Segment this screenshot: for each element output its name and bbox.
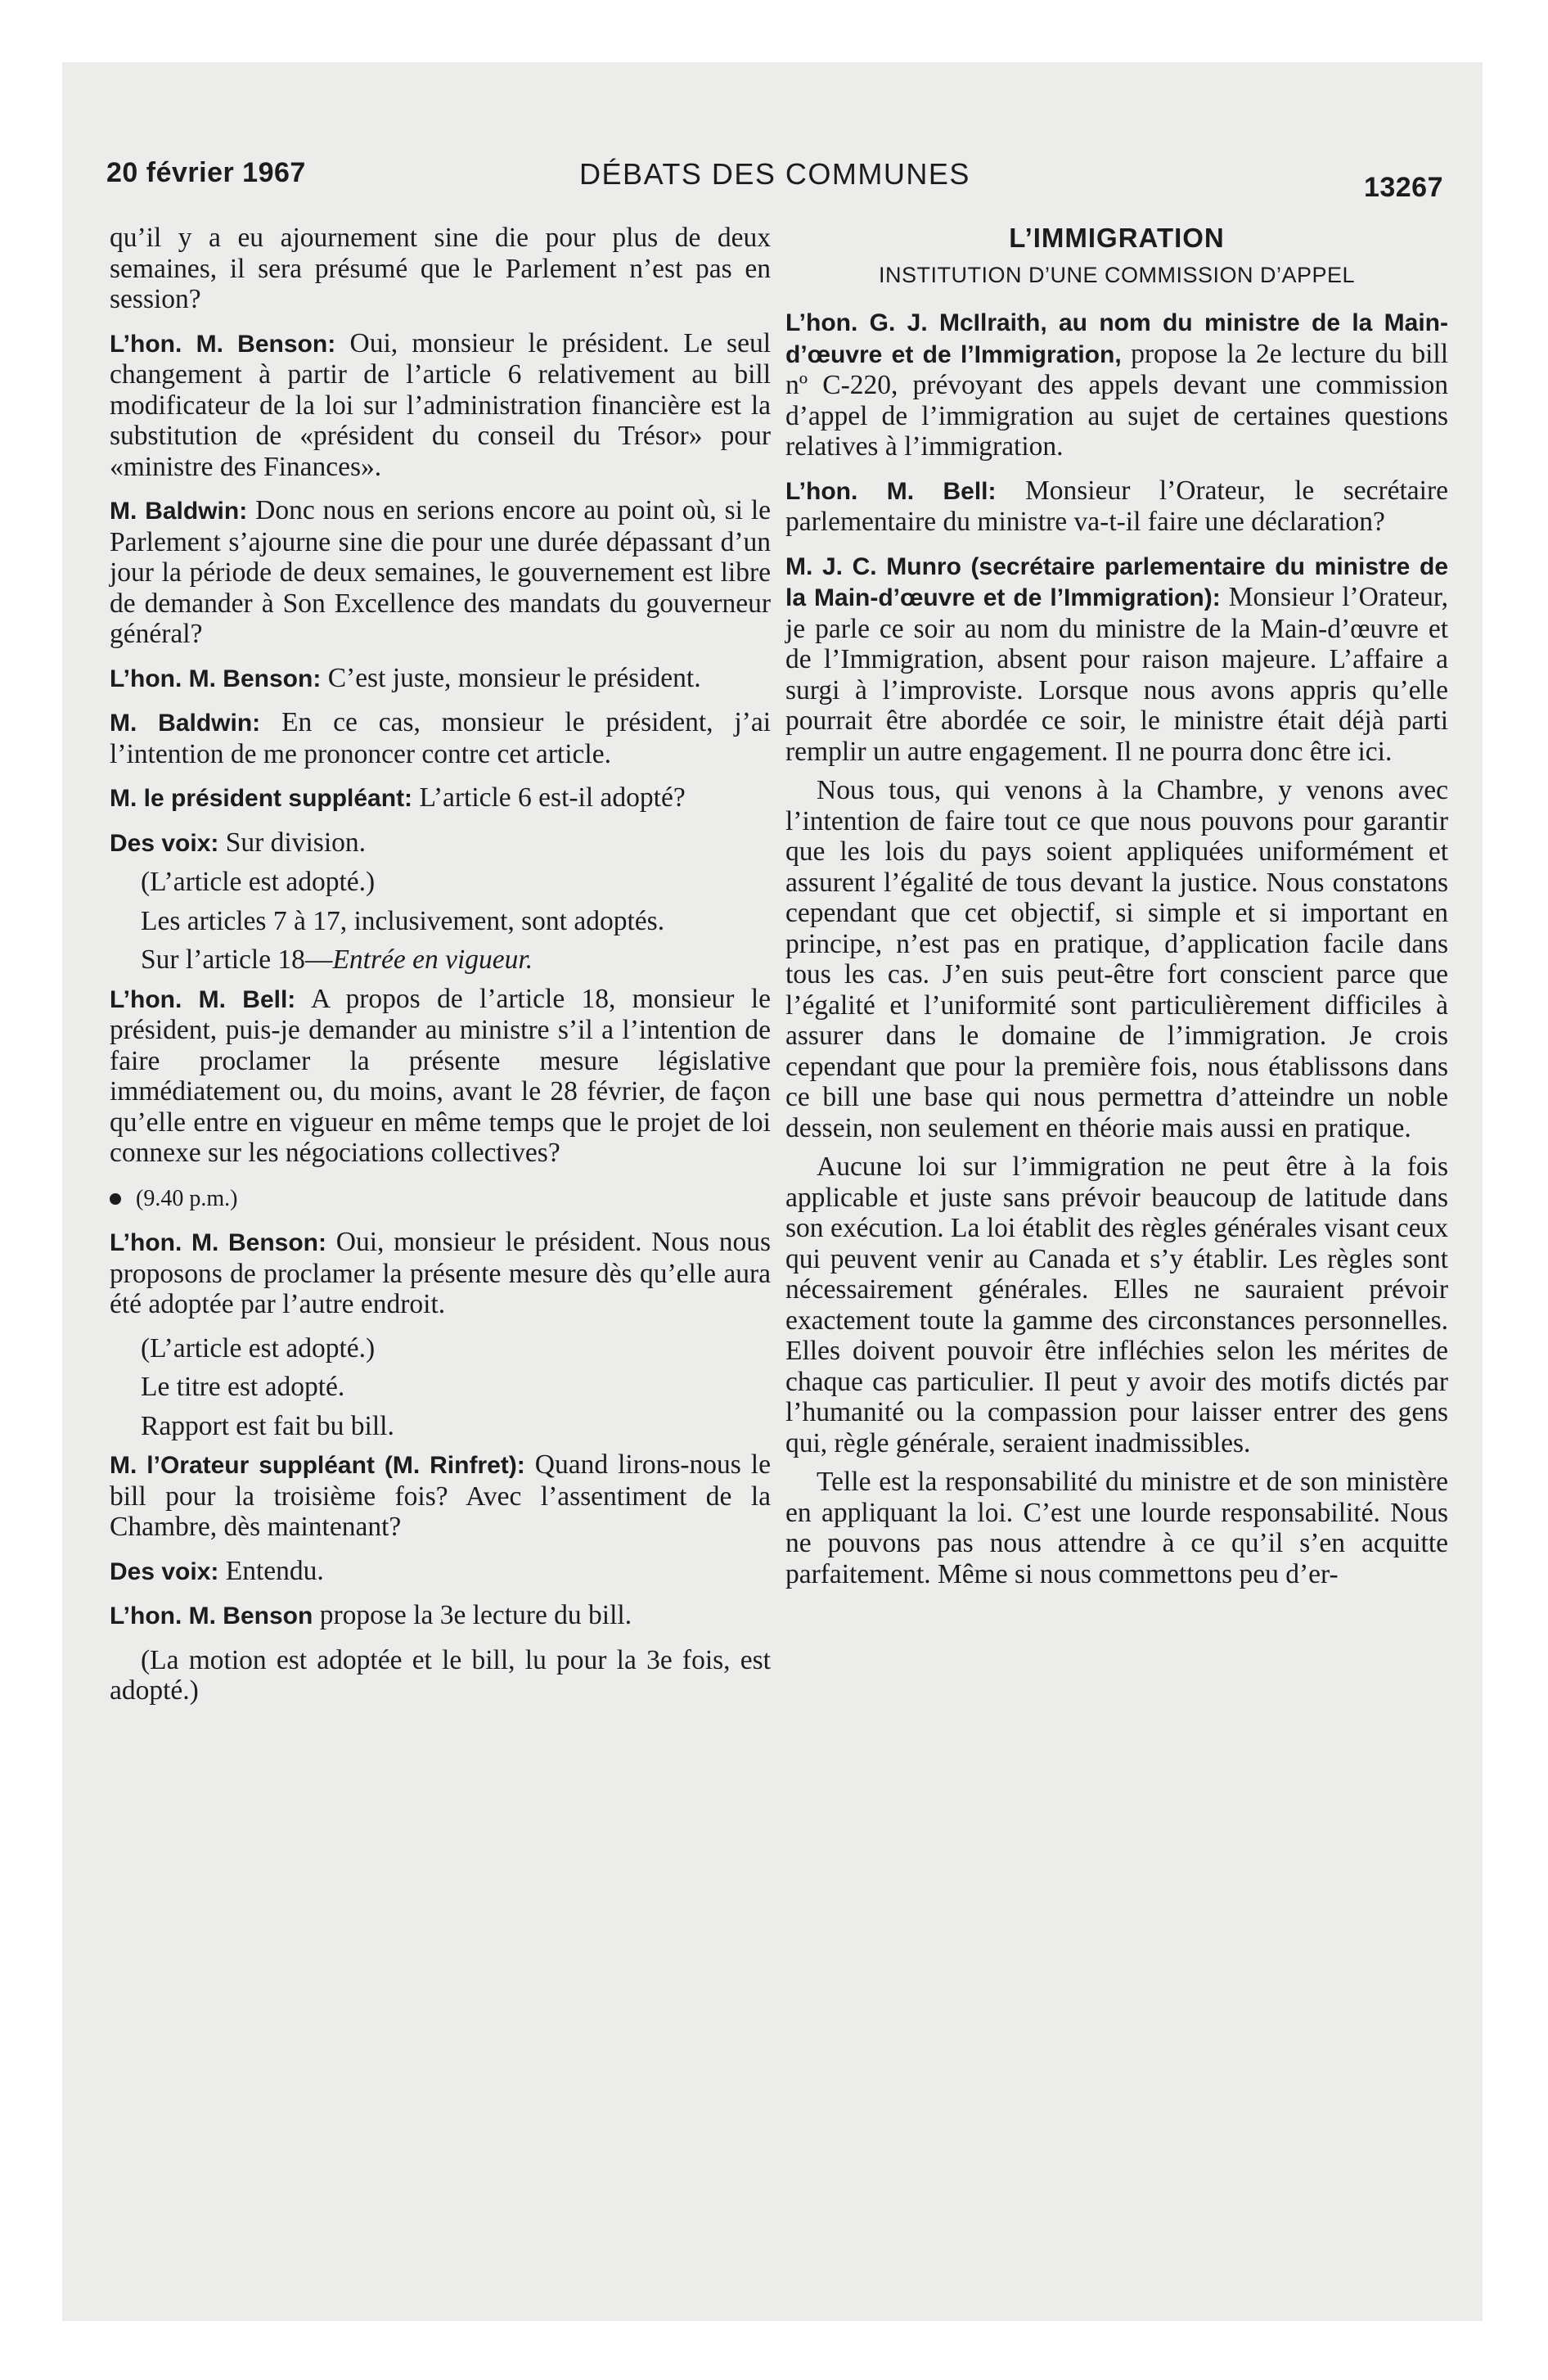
paragraph-text: (L’article est adopté.) [141, 1332, 376, 1364]
paragraph [110, 782, 771, 814]
paragraph-text: propose la 2e lecture du bill nº C-220, prévoyant des appels devant une commission d’appel de l’immigration au sujet de certaines questions relatives à l’immigration. [785, 338, 1449, 462]
paragraph [110, 827, 771, 859]
paragraph [785, 551, 1448, 768]
paragraph-text: (La motion est adoptée et le bill, lu pour la 3e fois, est adopté.) [110, 1644, 771, 1706]
speaker-name: Des voix: [110, 829, 219, 857]
paragraph-text: Quand lirons-nous le bill pour la troisième fois? Avec l’assentiment de la Chambre, dès maintenant? [110, 1449, 771, 1542]
paragraph [110, 1411, 771, 1442]
paragraph [110, 944, 771, 976]
paragraph-text: Monsieur l’Orateur, je parle ce soir au nom du ministre de la Main-d’œuvre et de l’Immigration, absent pour raison majeure. L’affaire a surgi à l’improviste. Lorsque nous avons appris qu’elle pourrait être abordée ce soir, le ministre était déjà parti remplir un autre engagement. Il ne pourra donc être ici. [785, 582, 1449, 767]
paragraph [785, 1467, 1448, 1589]
paragraph [110, 328, 771, 483]
paragraph [110, 223, 771, 315]
time-text: (9.40 p.m.) [136, 1185, 238, 1211]
paragraph [110, 663, 771, 695]
paragraph [110, 906, 771, 937]
paragraph-text: qu’il y a eu ajournement sine die pour plus de deux semaines, il sera présumé que le Parlement n’est pas en session? [110, 223, 771, 314]
paragraph [785, 307, 1448, 462]
section-subtitle: INSTITUTION D’UNE COMMISSION D’APPEL [878, 262, 1356, 287]
paragraph-text: Aucune loi sur l’immigration ne peut être à la fois applicable et juste sans prévoir beaucoup de latitude dans son exécution. La loi établit des règles générales visant ceux qui peuvent venir au Canada et s’y établir. Les règles sont nécessairement générales. Elles ne sauraient prévoir exactement toute la gamme des circonstances personnelles. Elles doivent pouvoir être infléchies selon les mérites de chaque cas particulier. Il peut y avoir des motifs dictés par l’humanité ou la compassion pour laisser entrer des gens qui, règle générale, seraient inadmissibles. [785, 1152, 1448, 1458]
speaker-name: L’hon. M. Benson [110, 1602, 313, 1629]
speaker-name: M. le président suppléant: [110, 785, 413, 812]
paragraph [110, 1556, 771, 1588]
speaker-name: Des voix: [110, 1557, 219, 1585]
paragraph [110, 1600, 771, 1632]
paragraph [110, 867, 771, 898]
paragraph-text: Monsieur l’Orateur, le secrétaire parlementaire du ministre va-t-il faire une déclaration? [785, 475, 1449, 537]
paragraph-text: A propos de l’article 18, monsieur le président, puis-je demander au ministre s’il a l’intention de faire proclamer la présente mesure législative immédiatement ou, du moins, avant le 28 février, de façon qu’elle entre en vigueur en même temps que le projet de loi connexe sur les négociations collectives? [110, 983, 771, 1168]
speaker-name: L’hon. M. Benson: [110, 330, 336, 358]
paragraph [110, 984, 771, 1169]
speaker-name: L’hon. M. Bell: [785, 477, 997, 505]
paragraph-text: Donc nous en serions encore au point où, si le Parlement s’ajourne sine die pour une durée dépassant d’un jour la période de deux semaines, le gouvernement est libre de demander à Son Excellence des mandats du gouverneur général? [110, 495, 772, 649]
paragraph-text: Rapport est fait bu bill. [141, 1410, 394, 1441]
paragraph-text: Le titre est adopté. [141, 1372, 345, 1402]
paragraph-text: C’est juste, monsieur le président. [327, 662, 701, 693]
speaker-name: M. Baldwin: [110, 710, 261, 737]
paragraph-text: Oui, monsieur le président. Nous nous proposons de proclamer la présente mesure dès qu’elle aura été adoptée par l’autre endroit. [110, 1227, 772, 1319]
scanned-page [62, 62, 1483, 2321]
paragraph-text: Telle est la responsabilité du ministre et de son ministère en appliquant la loi. C’est une lourde responsabilité. Nous ne pouvons pas nous attendre à ce qu’il s’en acquitte parfaitement. Même si nous commettons peu d’er- [785, 1467, 1448, 1589]
page-number: 13267 [1363, 172, 1443, 203]
paragraph-text: Entendu. [225, 1555, 324, 1586]
paragraph-text: Les articles 7 à 17, inclusivement, sont adoptés. [141, 905, 665, 936]
paragraph [110, 1645, 771, 1706]
bullet-icon [110, 1193, 121, 1205]
left-column [110, 223, 771, 1715]
speaker-name: L’hon. M. Benson: [110, 665, 322, 692]
paragraph [110, 1449, 771, 1543]
paragraph [110, 1227, 771, 1320]
paragraph-text: Sur division. [225, 827, 367, 858]
header-date: 20 février 1967 [106, 157, 306, 188]
paragraph [110, 707, 771, 769]
speaker-name: L’hon. M. Benson: [110, 1229, 327, 1256]
right-column [785, 223, 1448, 1598]
paragraph [110, 1372, 771, 1403]
speaker-name: M. l’Orateur suppléant (M. Rinfret): [110, 1452, 525, 1479]
paragraph [785, 476, 1448, 538]
paragraph-italic: Entrée en vigueur. [332, 944, 533, 975]
section-title: L’IMMIGRATION [1009, 223, 1225, 253]
paragraph-text: (L’article est adopté.) [141, 867, 376, 897]
paragraph [110, 1333, 771, 1364]
paragraph-text: Nous tous, qui venons à la Chambre, y venons avec l’intention de faire tout ce que nous pouvons pour garantir que les lois du pays soient appliquées uniformément et assurent l’égalité de tous devant la justice. Nous constatons cependant que cet objectif, si simple et si important en principe, n’est pas en pratique, d’application facile dans tous les cas. J’en suis peut-être fort conscient parce que l’égalité et l’uniformité sont particulièrement difficiles à assurer dans le domaine de l’immigration. Je crois cependant que pour la première fois, nous établissons dans ce bill une base qui nous permettra d’atteindre un noble dessein, non seulement en théorie mais aussi en pratique. [785, 775, 1448, 1143]
paragraph [785, 775, 1448, 1143]
speaker-name: L’hon. M. Bell: [110, 985, 296, 1013]
speaker-name: M. Baldwin: [110, 498, 248, 525]
paragraph [785, 1152, 1448, 1458]
paragraph-text: propose la 3e lecture du bill. [319, 1600, 632, 1630]
paragraph [110, 495, 771, 650]
page-header [106, 157, 1443, 206]
time-marker [110, 1182, 771, 1215]
paragraph-text: Sur l’article 18— [141, 944, 333, 975]
paragraph-text: En ce cas, monsieur le président, j’ai l’intention de me prononcer contre cet article. [110, 707, 772, 769]
speaker-name: L’hon. G. J. McIlraith, au nom du ministre de la Main-d’œuvre et de l’Immigration, [785, 309, 1448, 368]
header-title: DÉBATS DES COMMUNES [579, 157, 970, 191]
paragraph-text: L’article 6 est-il adopté? [419, 782, 686, 813]
paragraph-text: Oui, monsieur le président. Le seul changement à partir de l’article 6 relativement au bill modificateur de la loi sur l’administration financière est la substitution de «président du conseil du Trésor» pour «ministre des Finances». [110, 327, 771, 482]
speaker-name: M. J. C. Munro (secrétaire parlementaire du ministre de la Main-d’œuvre et de l’Immigration): [785, 552, 1448, 611]
